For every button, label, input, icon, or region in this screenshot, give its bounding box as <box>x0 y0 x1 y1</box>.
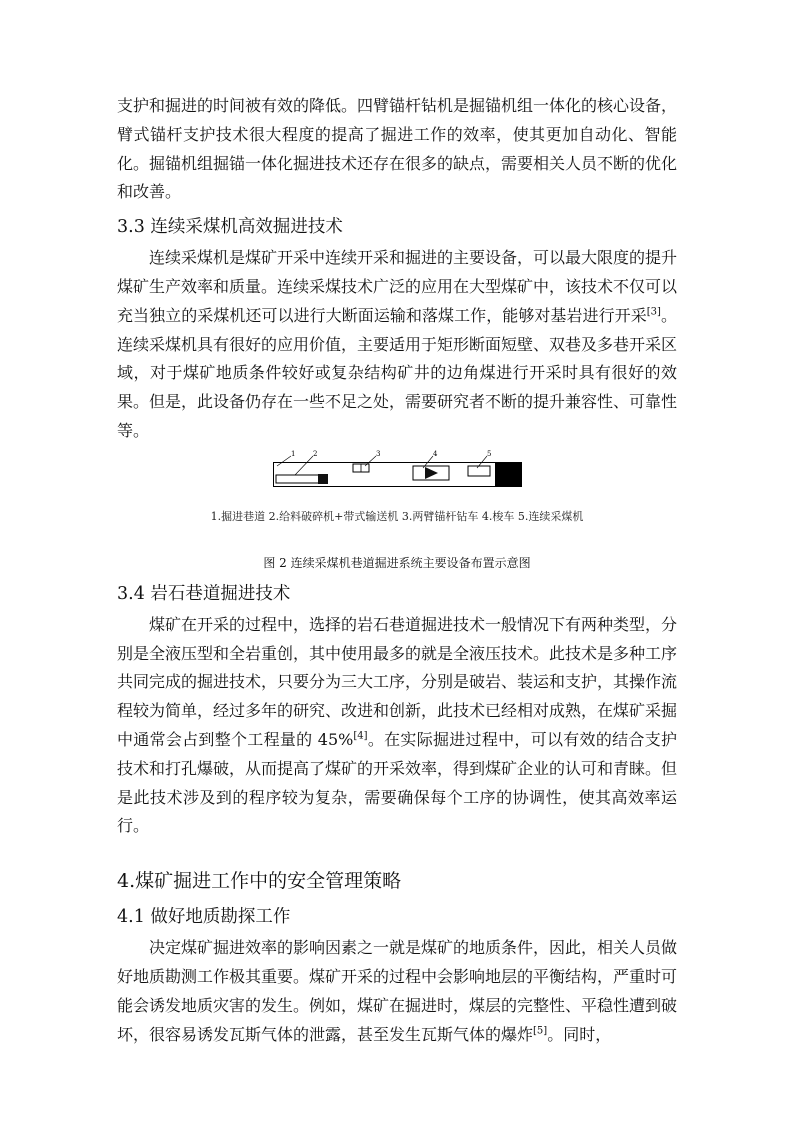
section-4-1-paragraph <box>117 934 677 1049</box>
shuttle-car-arrow <box>425 467 438 479</box>
section-3-3-text-a: 连续采煤机是煤矿开采中连续开采和掘进的主要设备，可以最大限度的提升煤矿生产效率和质量。连续采煤技术广泛的应用在大型煤矿中，该技术不仅可以充当独立的采煤机还可以进行大断面运输和落煤工作，能够对基岩进行开采 <box>117 248 678 325</box>
equipment-layout-diagram <box>273 450 523 496</box>
section-4-1-text-b: 。同时， <box>547 1024 612 1044</box>
intro-paragraph: 支护和掘进的时间被有效的降低。四臂锚杆钻机是掘锚机组一体化的核心设备，臂式锚杆支护技术很大程度的提高了掘进工作的效率，使其更加自动化、智能化。掘锚机组掘锚一体化掘进技术还存在很多的缺点，需要相关人员不断的优化和改善。 <box>117 96 678 202</box>
section-4-1-heading: 4.1 做好地质勘探工作 <box>117 907 291 928</box>
citation-4: [4] <box>353 730 368 742</box>
figure-2 <box>117 450 677 542</box>
figure-number-4: 4 <box>433 449 438 458</box>
citation-5: [5] <box>533 1025 548 1037</box>
section-3-4-paragraph <box>117 611 677 841</box>
section-3-4-text-a: 煤矿在开采的过程中，选择的岩石巷道掘进技术一般情况下有两种类型，分别是全液压型和全岩重创，其中使用最多的就是全液压技术。此技术是多种工序共同完成的掘进技术，只要分为三大工序，分别是破岩、装运和支护，其操作流程较为简单，经过多年的研究、改进和创新，此技术已经相对成熟，在煤矿采掘中通常会占到整个工程量的 45% <box>117 614 678 749</box>
section-3-4-text-b: 。在实际掘进过程中，可以有效的结合支护技术和打孔爆破，从而提高了煤矿的开采效率，得到煤矿企业的认可和青睐。但是此技术涉及到的程序较为复杂，需要确保每个工序的协调性，使其高效率运行。 <box>117 729 678 836</box>
miner-body-shape <box>468 466 490 476</box>
section-4-1-text-a: 决定煤矿掘进效率的影响因素之一就是煤矿的地质条件，因此，相关人员做好地质勘测工作极其重要。煤矿开采的过程中会影响地层的平衡结构，严重时可能会诱发地质灾害的发生。例如，煤矿在掘进时，煤层的完整性、平稳性遭到破坏，很容易诱发瓦斯气体的泄露，甚至发生瓦斯气体的爆炸 <box>117 938 678 1044</box>
figure-number-1: 1 <box>291 449 296 458</box>
figure-number-2: 2 <box>313 449 318 458</box>
figure-number-3: 3 <box>376 449 381 458</box>
section-4-heading: 4.煤矿掘进工作中的安全管理策略 <box>117 870 402 893</box>
feeder-breaker-shape <box>318 474 328 484</box>
coal-face-shape <box>495 462 522 486</box>
figure-legend: 1.掘进巷道 2.给料破碎机+带式输送机 3.两臂锚杆钻车 4.梭车 5.连续采煤机 <box>210 509 584 523</box>
citation-3: [3] <box>646 306 661 318</box>
section-3-3-heading: 3.3 连续采煤机高效掘进技术 <box>117 217 343 238</box>
section-3-3-text-b: 。连续采煤机具有很好的应用价值，主要适用于矩形断面短壁、双巷及多巷开采区域，对于煤矿地质条件较好或复杂结构矿井的边角煤进行开采时具有很好的效果。但是，此设备仍存在一些不足之处，需要研究者不断的提升兼容性、可靠性等。 <box>117 305 678 440</box>
figure-caption: 图 2 连续采煤机巷道掘进系统主要设备布置示意图 <box>263 555 531 570</box>
figure-number-5: 5 <box>487 449 492 458</box>
section-3-4-heading: 3.4 岩石巷道掘进技术 <box>117 583 291 604</box>
document-page <box>117 92 677 1049</box>
section-3-3-paragraph <box>117 244 677 446</box>
